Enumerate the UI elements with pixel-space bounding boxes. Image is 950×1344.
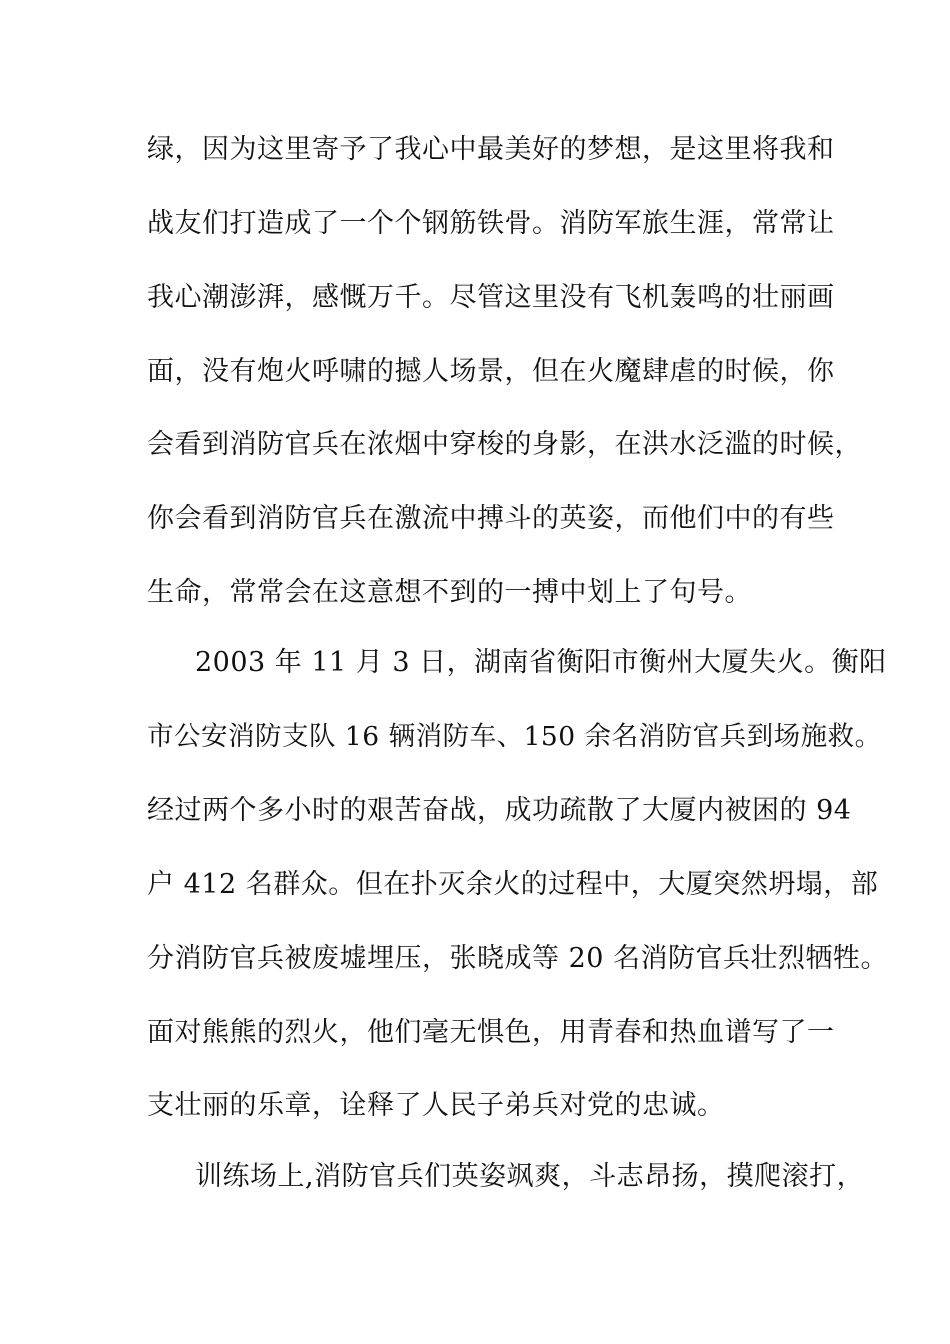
text-line: 经过两个多小时的艰苦奋战，成功疏散了大厦内被困的 94: [147, 795, 852, 826]
text-line: 市公安消防支队 16 辆消防车、150 余名消防官兵到场施救。: [147, 721, 882, 752]
text-line: 分消防官兵被废墟埋压，张晓成等 20 名消防官兵壮烈牺牲。: [147, 943, 889, 974]
text-line: 面对熊熊的烈火，他们毫无惧色，用青春和热血谱写了一: [147, 1017, 835, 1048]
text-line: 支壮丽的乐章，诠释了人民子弟兵对党的忠诚。: [147, 1090, 725, 1121]
paragraph-first-line: 2003 年 11 月 3 日，湖南省衡阳市衡州大厦失火。衡阳: [195, 647, 887, 678]
text-line: 会看到消防官兵在浓烟中穿梭的身影，在洪水泛滥的时候，: [147, 429, 862, 460]
text-line: 你会看到消防官兵在激流中搏斗的英姿，而他们中的有些: [147, 503, 835, 534]
text-line: 我心潮澎湃，感慨万千。尽管这里没有飞机轰鸣的壮丽画: [147, 282, 835, 313]
paragraph-first-line: 训练场上,消防官兵们英姿飒爽，斗志昂扬，摸爬滚打，: [195, 1161, 865, 1192]
text-line: 户 412 名群众。但在扑灭余火的过程中，大厦突然坍塌，部: [147, 869, 879, 900]
text-line: 生命，常常会在这意想不到的一搏中划上了句号。: [147, 577, 752, 608]
text-line: 战友们打造成了一个个钢筋铁骨。消防军旅生涯，常常让: [147, 208, 835, 239]
text-line: 面，没有炮火呼啸的撼人场景，但在火魔肆虐的时候，你: [147, 356, 835, 387]
text-line: 绿，因为这里寄予了我心中最美好的梦想，是这里将我和: [147, 134, 835, 165]
